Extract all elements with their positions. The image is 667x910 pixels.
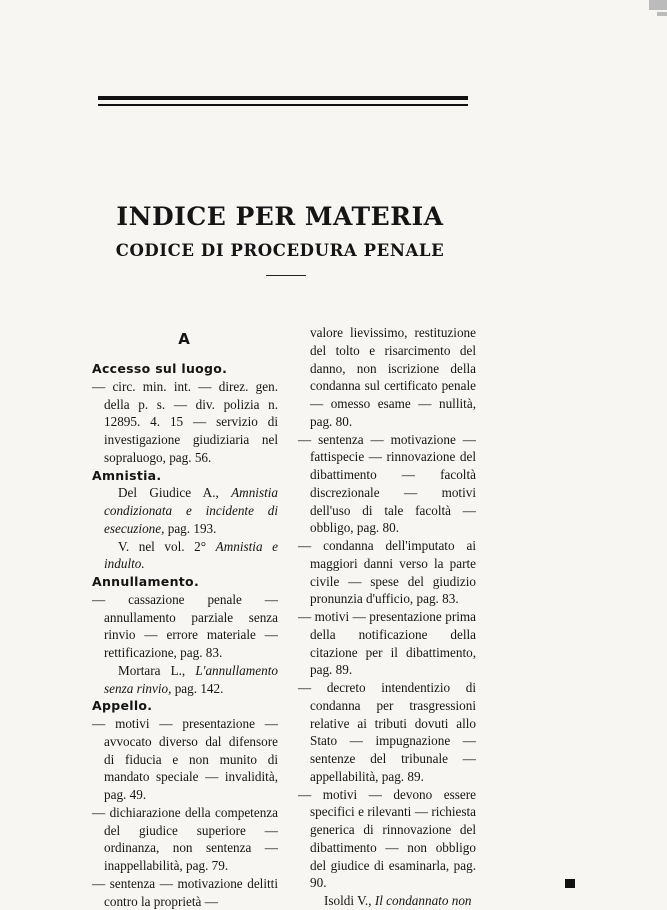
index-entry: — motivi — presentazione — avvocato diverso dal difensore di fiducia e non munito di mandato speciale — invalidità, pag. 49. (92, 716, 278, 802)
index-heading: Accesso sul luogo. (92, 361, 228, 376)
index-entry: — motivi — presentazione prima della notificazione della citazione per il dibattimento, pag. 89. (298, 609, 476, 678)
reference-author: Isoldi V., (324, 893, 372, 908)
page-mark (565, 879, 575, 888)
page-subtitle: CODICE DI PROCEDURA PENALE (115, 241, 445, 260)
reference-author: V. nel vol. 2° (118, 538, 207, 554)
index-column-left (92, 360, 278, 910)
title-divider (266, 275, 306, 276)
index-reference (92, 484, 278, 537)
reference-title: Amnistia condizionata e incidente di esecuzione, (104, 485, 278, 536)
index-entry: — cassazione penale — annullamento parziale senza rinvio — errore materiale — rettificazione, pag. 83. (92, 591, 278, 660)
index-heading: Annullamento. (92, 574, 199, 589)
index-column-right (298, 324, 476, 910)
reference-title: Amnistia e indulto. (104, 538, 278, 572)
index-entry: — dichiarazione della competenza del giudice superiore — ordinanza, non sentenza — inappellabilità, pag. 79. (92, 804, 278, 873)
reference-title: L'annullamento senza rinvio, (104, 662, 278, 696)
index-reference (92, 538, 278, 574)
index-reference (298, 892, 476, 910)
header-rule-thin (98, 104, 468, 106)
index-entry-continuation: valore lievissimo, restituzione del tolto e risarcimento del danno, non iscrizione della condanna sul certificato penale — omesso esame — nullità, pag. 80. (310, 325, 476, 429)
index-heading: Amnistia. (92, 467, 162, 483)
reference-page: pag. 142. (174, 680, 224, 696)
index-entry: — motivi — devono essere specifici e rilevanti — richiesta generica di rinnovazione del dibattimento — non obbligo del giudice di esaminarla, pag. 90. (298, 786, 476, 891)
reference-author: Del Giudice A., (118, 485, 219, 501)
index-entry: — circ. min. int. — direz. gen. della p. s. — div. polizia n. 12895. 4. 15 — servizio di investigazione giudiziaria nel sopraluogo, pag. 56. (92, 378, 278, 465)
index-entry: — sentenza — motivazione — fattispecie — rinnovazione del dibattimento — facoltà discrezionale — motivi dell'uso di tale facoltà — obbligo, pag. 80. (298, 431, 476, 536)
index-entry: — condanna dell'imputato ai maggiori danni verso la parte civile — spese del giudizio pronunzia d'ufficio, pag. 83. (298, 538, 476, 607)
index-reference (92, 662, 278, 698)
page-title: INDICE PER MATERIA (116, 202, 444, 231)
section-letter: A (178, 330, 190, 348)
scan-artifact (649, 0, 667, 10)
index-entry: — decreto intendentizio di condanna per trasgressioni relative ai tributi dovuti allo Stato — impugnazione — sentenze del tribunale — appellabilità, pag. 89. (298, 680, 476, 784)
index-heading: Appello. (92, 698, 153, 714)
index-entry: — sentenza — motivazione delitti contro la proprietà — (92, 875, 278, 909)
scan-artifact (657, 12, 667, 16)
reference-author: Mortara L., (118, 662, 186, 678)
reference-page: pag. 193. (167, 520, 217, 536)
reference-title: Il condannato non (374, 893, 472, 908)
header-rule-thick (98, 96, 468, 100)
